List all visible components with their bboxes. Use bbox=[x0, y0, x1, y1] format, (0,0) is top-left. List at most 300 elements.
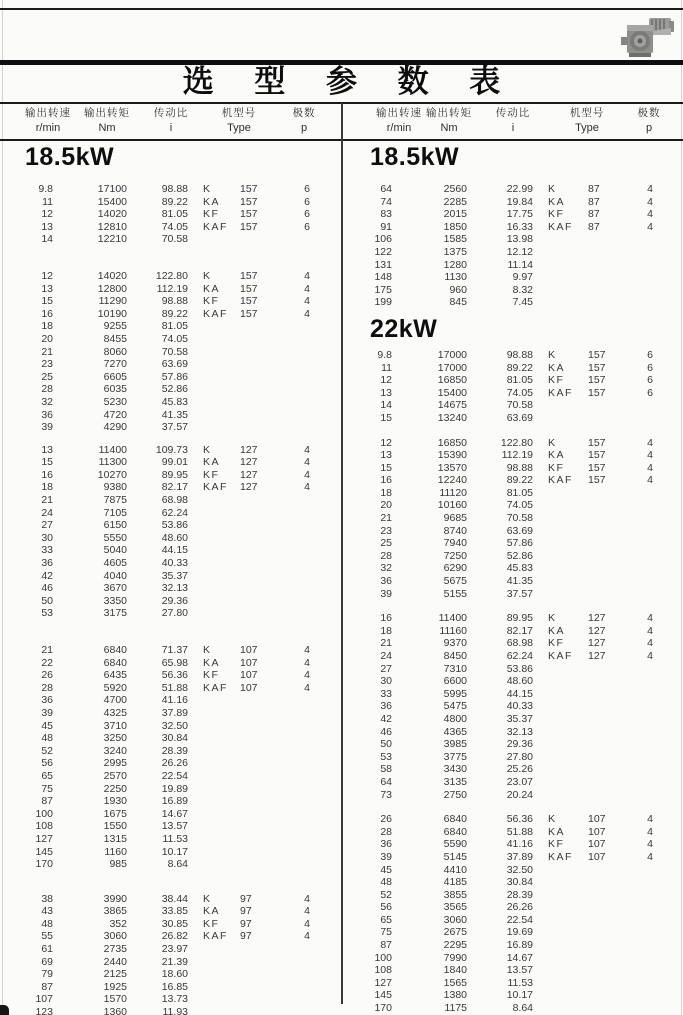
model-size bbox=[588, 246, 630, 259]
output-torque-value: 4325 bbox=[103, 706, 127, 719]
model-size bbox=[240, 707, 287, 720]
table-row bbox=[345, 914, 683, 927]
model-size bbox=[240, 846, 287, 859]
model-series bbox=[188, 494, 240, 507]
output-speed-value: 127 bbox=[35, 832, 53, 845]
model-series: KA bbox=[203, 456, 221, 469]
power-section-heading: 18.5kW bbox=[370, 143, 460, 171]
model-size: 127 bbox=[588, 612, 606, 625]
table-row bbox=[345, 525, 683, 538]
model-size bbox=[240, 595, 287, 608]
column-header-label: 机型号 bbox=[569, 107, 605, 119]
ratio-value: 65.98 bbox=[161, 656, 188, 669]
poles-value bbox=[287, 421, 327, 434]
model-size bbox=[588, 588, 630, 601]
poles-value: 4 bbox=[304, 681, 310, 694]
poles-value bbox=[630, 751, 670, 764]
table-row bbox=[345, 412, 683, 425]
output-speed-value: 74 bbox=[380, 195, 392, 208]
ratio-value: 11.93 bbox=[162, 1006, 188, 1015]
output-torque-value: 6840 bbox=[443, 825, 467, 838]
output-speed-value: 36 bbox=[41, 557, 53, 570]
table-row bbox=[345, 362, 683, 375]
poles-value bbox=[287, 993, 327, 1006]
ratio-value: 13.73 bbox=[161, 993, 188, 1006]
model-series bbox=[533, 776, 588, 789]
ratio-value: 48.60 bbox=[506, 675, 533, 688]
output-speed-value: 36 bbox=[380, 700, 392, 713]
output-torque-value: 4800 bbox=[443, 712, 467, 725]
table-row bbox=[0, 196, 341, 209]
output-speed-value: 32 bbox=[380, 562, 392, 575]
model-size bbox=[240, 333, 287, 346]
output-speed-value: 16 bbox=[41, 468, 53, 481]
output-speed-value: 21 bbox=[380, 637, 392, 650]
output-speed-value: 13 bbox=[41, 220, 53, 233]
poles-value: 4 bbox=[304, 905, 310, 918]
ratio-value: 81.05 bbox=[506, 374, 533, 387]
table-row bbox=[345, 387, 683, 400]
output-torque-value: 11160 bbox=[439, 624, 467, 637]
model-series bbox=[188, 346, 240, 359]
output-speed-value: 46 bbox=[41, 582, 53, 595]
poles-value: 4 bbox=[304, 269, 310, 282]
model-series bbox=[188, 421, 240, 434]
output-torque-value: 1375 bbox=[443, 245, 467, 258]
model-series bbox=[188, 720, 240, 733]
output-torque-value: 4720 bbox=[103, 408, 127, 421]
output-torque-value: 352 bbox=[109, 917, 127, 930]
model-series bbox=[188, 409, 240, 422]
output-torque-value: 5230 bbox=[103, 395, 127, 408]
model-size bbox=[588, 412, 630, 425]
output-torque-value: 2015 bbox=[443, 208, 467, 221]
model-size: 97 bbox=[240, 917, 252, 930]
output-speed-value: 15 bbox=[41, 456, 53, 469]
table-row bbox=[0, 846, 341, 859]
model-size: 127 bbox=[588, 624, 606, 637]
poles-value bbox=[630, 789, 670, 802]
model-series: K bbox=[548, 612, 557, 625]
table-row bbox=[0, 783, 341, 796]
ratio-value: 68.98 bbox=[506, 637, 533, 650]
poles-value bbox=[287, 333, 327, 346]
output-speed-value: 36 bbox=[41, 408, 53, 421]
ratio-value: 10.17 bbox=[161, 845, 188, 858]
output-torque-value: 1160 bbox=[104, 845, 127, 858]
output-torque-value: 8450 bbox=[443, 650, 467, 662]
output-speed-value: 64 bbox=[380, 183, 392, 195]
table-row bbox=[345, 449, 683, 462]
table-row bbox=[0, 918, 341, 931]
model-size bbox=[588, 562, 630, 575]
model-size: 87 bbox=[588, 183, 600, 195]
poles-value bbox=[287, 968, 327, 981]
model-series bbox=[533, 296, 588, 309]
poles-value bbox=[287, 358, 327, 371]
model-series bbox=[188, 383, 240, 396]
ratio-value: 89.22 bbox=[161, 195, 188, 208]
model-size bbox=[240, 858, 287, 871]
output-torque-value: 6605 bbox=[103, 370, 127, 383]
table-row bbox=[345, 876, 683, 889]
model-series bbox=[533, 259, 588, 272]
ratio-block bbox=[345, 437, 683, 601]
poles-value: 4 bbox=[647, 612, 653, 625]
output-torque-value: 16850 bbox=[437, 436, 467, 449]
model-series bbox=[533, 550, 588, 563]
table-row bbox=[345, 713, 683, 726]
ratio-value: 17.75 bbox=[506, 208, 533, 221]
ratio-value: 63.69 bbox=[506, 411, 533, 424]
ratio-block bbox=[0, 183, 341, 246]
ratio-value: 63.69 bbox=[161, 358, 188, 371]
column-header bbox=[84, 106, 130, 135]
table-row bbox=[345, 939, 683, 952]
output-speed-value: 22 bbox=[41, 656, 53, 669]
output-speed-value: 12 bbox=[41, 208, 53, 221]
ratio-value: 40.33 bbox=[161, 557, 188, 570]
model-size: 107 bbox=[588, 850, 606, 863]
model-size bbox=[588, 688, 630, 701]
model-size bbox=[588, 789, 630, 802]
model-series: KF bbox=[203, 917, 220, 930]
output-torque-value: 12210 bbox=[97, 233, 127, 246]
output-torque-value: 3865 bbox=[103, 905, 127, 918]
ratio-value: 16.89 bbox=[161, 795, 188, 808]
output-speed-value: 123 bbox=[35, 1006, 53, 1015]
ratio-value: 37.89 bbox=[161, 706, 188, 719]
model-series bbox=[188, 532, 240, 545]
ratio-value: 13.98 bbox=[506, 233, 533, 246]
model-size bbox=[588, 259, 630, 272]
poles-value bbox=[287, 795, 327, 808]
column-header-label: 输出转矩 bbox=[426, 107, 472, 119]
model-size bbox=[588, 499, 630, 512]
output-torque-value: 9380 bbox=[103, 481, 127, 494]
poles-value bbox=[287, 745, 327, 758]
poles-value bbox=[630, 939, 670, 952]
output-speed-value: 27 bbox=[41, 519, 53, 532]
ratio-value: 37.89 bbox=[506, 850, 533, 863]
poles-value bbox=[630, 271, 670, 284]
model-series bbox=[533, 700, 588, 713]
model-series bbox=[533, 926, 588, 939]
poles-value bbox=[630, 713, 670, 726]
table-row bbox=[345, 196, 683, 209]
output-speed-value: 87 bbox=[41, 795, 53, 808]
table-row bbox=[345, 637, 683, 650]
model-series bbox=[533, 1002, 588, 1015]
poles-value bbox=[630, 487, 670, 500]
ratio-value: 44.15 bbox=[506, 687, 533, 700]
model-series bbox=[188, 846, 240, 859]
model-size bbox=[588, 284, 630, 297]
model-size bbox=[588, 663, 630, 676]
column-header-unit: Type bbox=[575, 122, 599, 134]
output-speed-value: 45 bbox=[41, 719, 53, 732]
poles-value bbox=[287, 519, 327, 532]
ratio-value: 11.14 bbox=[507, 258, 533, 271]
ratio-value: 30.85 bbox=[161, 917, 188, 930]
model-series bbox=[533, 588, 588, 601]
output-speed-value: 23 bbox=[380, 524, 392, 537]
model-series bbox=[533, 763, 588, 776]
output-speed-value: 16 bbox=[380, 612, 392, 625]
output-torque-value: 5550 bbox=[103, 531, 127, 544]
model-series: K bbox=[548, 813, 557, 826]
table-row bbox=[0, 732, 341, 745]
table-row bbox=[345, 813, 683, 826]
model-size: 157 bbox=[240, 295, 258, 308]
ratio-value: 52.86 bbox=[161, 383, 188, 396]
model-size: 157 bbox=[240, 183, 258, 195]
model-size bbox=[240, 694, 287, 707]
model-size bbox=[240, 371, 287, 384]
model-size bbox=[588, 926, 630, 939]
ratio-value: 51.88 bbox=[506, 825, 533, 838]
table-row bbox=[345, 926, 683, 939]
output-speed-value: 13 bbox=[380, 386, 392, 399]
output-speed-value: 108 bbox=[35, 820, 53, 833]
ratio-value: 23.07 bbox=[506, 775, 533, 788]
table-row bbox=[0, 320, 341, 333]
output-torque-value: 5475 bbox=[443, 700, 467, 713]
output-speed-value: 28 bbox=[41, 383, 53, 396]
output-torque-value: 17100 bbox=[97, 183, 127, 195]
ratio-value: 62.24 bbox=[506, 650, 533, 662]
output-speed-value: 145 bbox=[35, 845, 53, 858]
ratio-value: 20.24 bbox=[506, 788, 533, 801]
table-row bbox=[0, 644, 341, 657]
column-header bbox=[496, 106, 531, 135]
output-torque-value: 3565 bbox=[443, 901, 467, 914]
poles-value: 4 bbox=[304, 456, 310, 469]
table-left-half bbox=[0, 140, 341, 1015]
output-torque-value: 14020 bbox=[97, 269, 127, 282]
table-row bbox=[0, 456, 341, 469]
output-speed-value: 18 bbox=[41, 320, 53, 333]
model-series: KA bbox=[203, 905, 221, 918]
output-speed-value: 43 bbox=[41, 905, 53, 918]
table-row bbox=[345, 826, 683, 839]
output-torque-value: 5590 bbox=[443, 838, 467, 851]
output-speed-value: 79 bbox=[41, 968, 53, 981]
poles-value bbox=[287, 346, 327, 359]
output-torque-value: 15400 bbox=[437, 386, 467, 399]
output-torque-value: 9685 bbox=[443, 512, 467, 525]
output-speed-value: 64 bbox=[380, 775, 392, 788]
output-torque-value: 1175 bbox=[444, 1002, 467, 1015]
ratio-value: 98.88 bbox=[506, 348, 533, 361]
model-size bbox=[588, 889, 630, 902]
table-row bbox=[0, 745, 341, 758]
output-torque-value: 8455 bbox=[103, 332, 127, 345]
output-speed-value: 9.8 bbox=[38, 183, 53, 195]
ratio-block bbox=[345, 349, 683, 425]
table-row bbox=[0, 694, 341, 707]
model-size bbox=[240, 421, 287, 434]
column-header-unit: i bbox=[511, 122, 515, 134]
poles-value: 4 bbox=[304, 443, 310, 456]
ratio-value: 13.57 bbox=[161, 820, 188, 833]
model-series bbox=[533, 246, 588, 259]
model-series: KAF bbox=[203, 681, 228, 694]
model-series bbox=[533, 512, 588, 525]
scan-artifact bbox=[0, 1005, 9, 1015]
model-series bbox=[533, 537, 588, 550]
model-size bbox=[240, 795, 287, 808]
model-series: K bbox=[203, 183, 212, 195]
table-row bbox=[345, 208, 683, 221]
ratio-value: 7.45 bbox=[512, 296, 533, 309]
output-speed-value: 170 bbox=[35, 858, 53, 871]
ratio-value: 19.89 bbox=[161, 782, 188, 795]
model-size bbox=[240, 993, 287, 1006]
poles-value bbox=[287, 956, 327, 969]
model-size: 127 bbox=[588, 637, 606, 650]
output-torque-value: 8740 bbox=[443, 524, 467, 537]
output-speed-value: 36 bbox=[380, 575, 392, 588]
table-row bbox=[0, 943, 341, 956]
output-speed-value: 50 bbox=[41, 594, 53, 607]
output-speed-value: 58 bbox=[380, 763, 392, 776]
poles-value bbox=[287, 820, 327, 833]
model-series bbox=[533, 964, 588, 977]
output-torque-value: 10160 bbox=[437, 499, 467, 512]
model-size bbox=[240, 570, 287, 583]
model-size bbox=[240, 409, 287, 422]
table-row bbox=[0, 930, 341, 943]
poles-value: 4 bbox=[647, 220, 653, 233]
output-torque-value: 3710 bbox=[103, 719, 127, 732]
table-row bbox=[0, 582, 341, 595]
output-torque-value: 3430 bbox=[443, 763, 467, 776]
ratio-value: 63.69 bbox=[506, 524, 533, 537]
output-speed-value: 12 bbox=[380, 374, 392, 387]
model-series bbox=[188, 808, 240, 821]
output-torque-value: 16850 bbox=[437, 374, 467, 387]
model-series bbox=[188, 595, 240, 608]
poles-value: 4 bbox=[647, 183, 653, 195]
model-size bbox=[240, 346, 287, 359]
output-speed-value: 170 bbox=[374, 1002, 392, 1015]
poles-value bbox=[630, 233, 670, 246]
model-size: 127 bbox=[240, 481, 258, 494]
model-size: 107 bbox=[588, 838, 606, 851]
model-series bbox=[533, 977, 588, 990]
poles-value bbox=[630, 914, 670, 927]
output-torque-value: 3250 bbox=[103, 732, 127, 745]
model-series bbox=[188, 233, 240, 246]
table-row bbox=[0, 720, 341, 733]
ratio-value: 28.39 bbox=[506, 888, 533, 901]
poles-value bbox=[630, 675, 670, 688]
output-speed-value: 14 bbox=[380, 399, 392, 412]
output-speed-value: 18 bbox=[380, 486, 392, 499]
poles-value: 6 bbox=[304, 220, 310, 233]
model-size: 107 bbox=[588, 825, 606, 838]
model-series bbox=[188, 371, 240, 384]
output-torque-value: 2735 bbox=[103, 943, 127, 956]
output-torque-value: 3985 bbox=[443, 738, 467, 751]
ratio-value: 18.60 bbox=[161, 968, 188, 981]
poles-value bbox=[630, 738, 670, 751]
model-series bbox=[533, 675, 588, 688]
ratio-value: 74.05 bbox=[161, 220, 188, 233]
poles-value: 4 bbox=[304, 644, 310, 656]
table-row bbox=[345, 763, 683, 776]
table-row bbox=[345, 183, 683, 196]
ratio-value: 70.58 bbox=[506, 512, 533, 525]
output-torque-value: 2125 bbox=[103, 968, 127, 981]
table-row bbox=[0, 795, 341, 808]
model-size: 107 bbox=[240, 656, 258, 669]
model-series: KAF bbox=[203, 220, 228, 233]
model-size bbox=[240, 396, 287, 409]
model-series: KF bbox=[203, 669, 220, 682]
table-row bbox=[0, 968, 341, 981]
output-speed-value: 28 bbox=[380, 549, 392, 562]
ratio-value: 30.84 bbox=[506, 876, 533, 889]
output-speed-value: 21 bbox=[41, 494, 53, 507]
model-size bbox=[588, 776, 630, 789]
model-size: 157 bbox=[588, 361, 606, 374]
output-speed-value: 20 bbox=[41, 332, 53, 345]
model-series bbox=[188, 795, 240, 808]
output-speed-value: 9.8 bbox=[377, 348, 392, 361]
ratio-value: 44.15 bbox=[161, 544, 188, 557]
column-header-label: 传动比 bbox=[495, 107, 531, 119]
output-speed-value: 145 bbox=[374, 989, 392, 1002]
poles-value bbox=[287, 570, 327, 583]
output-speed-value: 13 bbox=[41, 282, 53, 295]
table-row bbox=[345, 838, 683, 851]
output-torque-value: 2750 bbox=[443, 788, 467, 801]
output-speed-value: 12 bbox=[41, 269, 53, 282]
output-torque-value: 8060 bbox=[103, 345, 127, 358]
output-torque-value: 3670 bbox=[103, 582, 127, 595]
output-torque-value: 7875 bbox=[103, 494, 127, 507]
table-row bbox=[345, 474, 683, 487]
poles-value bbox=[630, 537, 670, 550]
ratio-value: 82.17 bbox=[161, 481, 188, 494]
table-row bbox=[0, 905, 341, 918]
output-speed-value: 106 bbox=[374, 233, 392, 246]
model-size bbox=[588, 271, 630, 284]
model-size: 107 bbox=[240, 644, 258, 656]
model-size: 157 bbox=[588, 348, 606, 361]
table-row bbox=[0, 770, 341, 783]
output-speed-value: 48 bbox=[41, 917, 53, 930]
model-size bbox=[588, 525, 630, 538]
table-row bbox=[0, 607, 341, 620]
output-torque-value: 12810 bbox=[97, 220, 127, 233]
poles-value bbox=[630, 763, 670, 776]
output-speed-value: 36 bbox=[41, 694, 53, 707]
ratio-value: 41.16 bbox=[161, 694, 188, 707]
output-speed-value: 18 bbox=[41, 481, 53, 494]
table-row bbox=[0, 557, 341, 570]
model-series bbox=[533, 575, 588, 588]
model-size bbox=[588, 399, 630, 412]
ratio-block bbox=[345, 612, 683, 801]
output-speed-value: 23 bbox=[41, 358, 53, 371]
model-size: 97 bbox=[240, 905, 252, 918]
output-speed-value: 107 bbox=[35, 993, 53, 1006]
table-row bbox=[0, 657, 341, 670]
output-speed-value: 33 bbox=[41, 544, 53, 557]
